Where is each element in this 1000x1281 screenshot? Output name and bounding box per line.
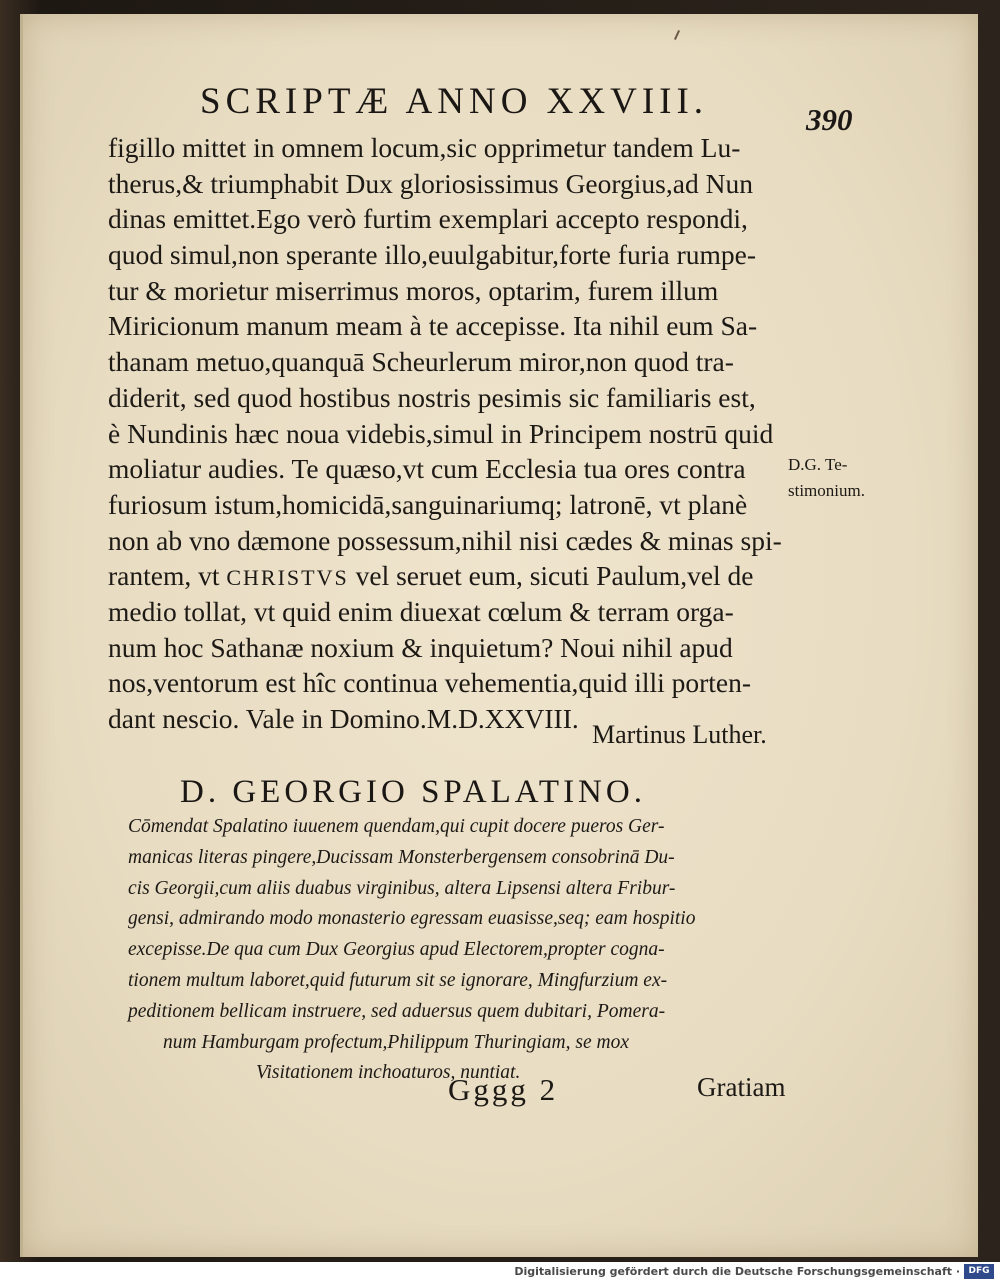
summary-line: tionem multum laboret,quid futurum sit se ignorare, Mingfurzium ex- bbox=[128, 969, 668, 991]
body-line: è Nundinis hæc noua videbis,simul in Principem nostrū quid bbox=[108, 417, 774, 449]
body-line: moliatur audies. Te quæso,vt cum Ecclesia tua ores contra bbox=[108, 453, 746, 485]
summary-line: manicas literas pingere,Ducissam Monsterbergensem consobrinā Du- bbox=[128, 846, 675, 868]
christus-small-caps: CHRISTVS bbox=[226, 565, 349, 591]
printer-signature-mark: Gggg 2 bbox=[448, 1072, 559, 1107]
body-line-end: vel seruet eum, sicuti Paulum,vel de bbox=[355, 560, 754, 592]
body-line: thanam metuo,quanquā Scheurlerum miror,non quod tra- bbox=[108, 346, 734, 378]
marginal-note bbox=[788, 452, 898, 504]
body-line: figillo mittet in omnem locum,sic opprimetur tandem Lu- bbox=[108, 132, 741, 163]
body-line: Miricionum manum meam à te accepisse. Ita nihil eum Sa- bbox=[108, 310, 758, 342]
body-line: dinas emittet.Ego verò furtim exemplari accepto respondi, bbox=[108, 203, 748, 235]
body-line: dant nescio. Vale in Domino.M.D.XXVIII. bbox=[108, 703, 579, 734]
marginal-note-line: D.G. Te- bbox=[788, 455, 848, 474]
catchword: Gratiam bbox=[697, 1072, 786, 1102]
funding-credit: Digitalisierung gefördert durch die Deutsche Forschungsgemeinschaft · bbox=[514, 1265, 960, 1278]
letter-heading: D. GEORGIO SPALATINO. bbox=[180, 774, 646, 810]
summary-line: peditionem bellicam instruere, sed aduersus quem dubitari, Pomera- bbox=[128, 1000, 666, 1022]
dfg-logo-icon: DFG bbox=[964, 1264, 994, 1279]
body-line: non ab vno dæmone possessum,nihil nisi cædes & minas spi- bbox=[108, 524, 782, 556]
letter-signature: Martinus Luther. bbox=[592, 720, 767, 749]
summary-line: gensi, admirando modo monasterio egressam euasisse,seq; eam hospitio bbox=[128, 908, 696, 930]
body-line: quod simul,non sperante illo,euulgabitur,forte furia rumpe- bbox=[108, 239, 757, 271]
body-line: diderit, sed quod hostibus nostris pesimis sic familiaris est, bbox=[108, 381, 756, 413]
letter-body bbox=[108, 130, 798, 737]
summary-line: Visitationem inchoaturos, nuntiat. bbox=[256, 1062, 521, 1084]
body-line: num hoc Sathanæ noxium & inquietum? Noui nihil apud bbox=[108, 631, 733, 663]
letter-summary bbox=[128, 812, 808, 1089]
body-line-start: rantem, vt bbox=[108, 560, 220, 592]
summary-line: num Hamburgam profectum,Philippum Thuringiam, se mox bbox=[163, 1031, 629, 1053]
body-line: nos,ventorum est hîc continua vehementia,quid illi porten- bbox=[108, 667, 752, 699]
body-line: tur & morietur miserrimus moros, optarim, furem illum bbox=[108, 274, 719, 306]
body-line bbox=[108, 558, 798, 594]
page-number: 390 bbox=[806, 102, 853, 137]
marginal-note-line: stimonium. bbox=[788, 481, 865, 500]
body-line: furiosum istum,homicidā,sanguinariumq; latronē, vt planè bbox=[108, 488, 748, 520]
body-line: medio tollat, vt quid enim diuexat cœlum & terram orga- bbox=[108, 595, 734, 627]
summary-line: Cōmendat Spalatino iuuenem quendam,qui cupit docere pueros Ger- bbox=[128, 816, 665, 837]
summary-line: cis Georgii,cum aliis duabus virginibus, altera Lipsensi altera Fribur- bbox=[128, 877, 676, 899]
body-line: therus,& triumphabit Dux gloriosissimus Georgius,ad Nun bbox=[108, 167, 753, 199]
summary-line: excepisse.De qua cum Dux Georgius apud Electorem,propter cogna- bbox=[128, 939, 665, 961]
running-head: SCRIPTÆ ANNO XXVIII. bbox=[200, 81, 709, 122]
